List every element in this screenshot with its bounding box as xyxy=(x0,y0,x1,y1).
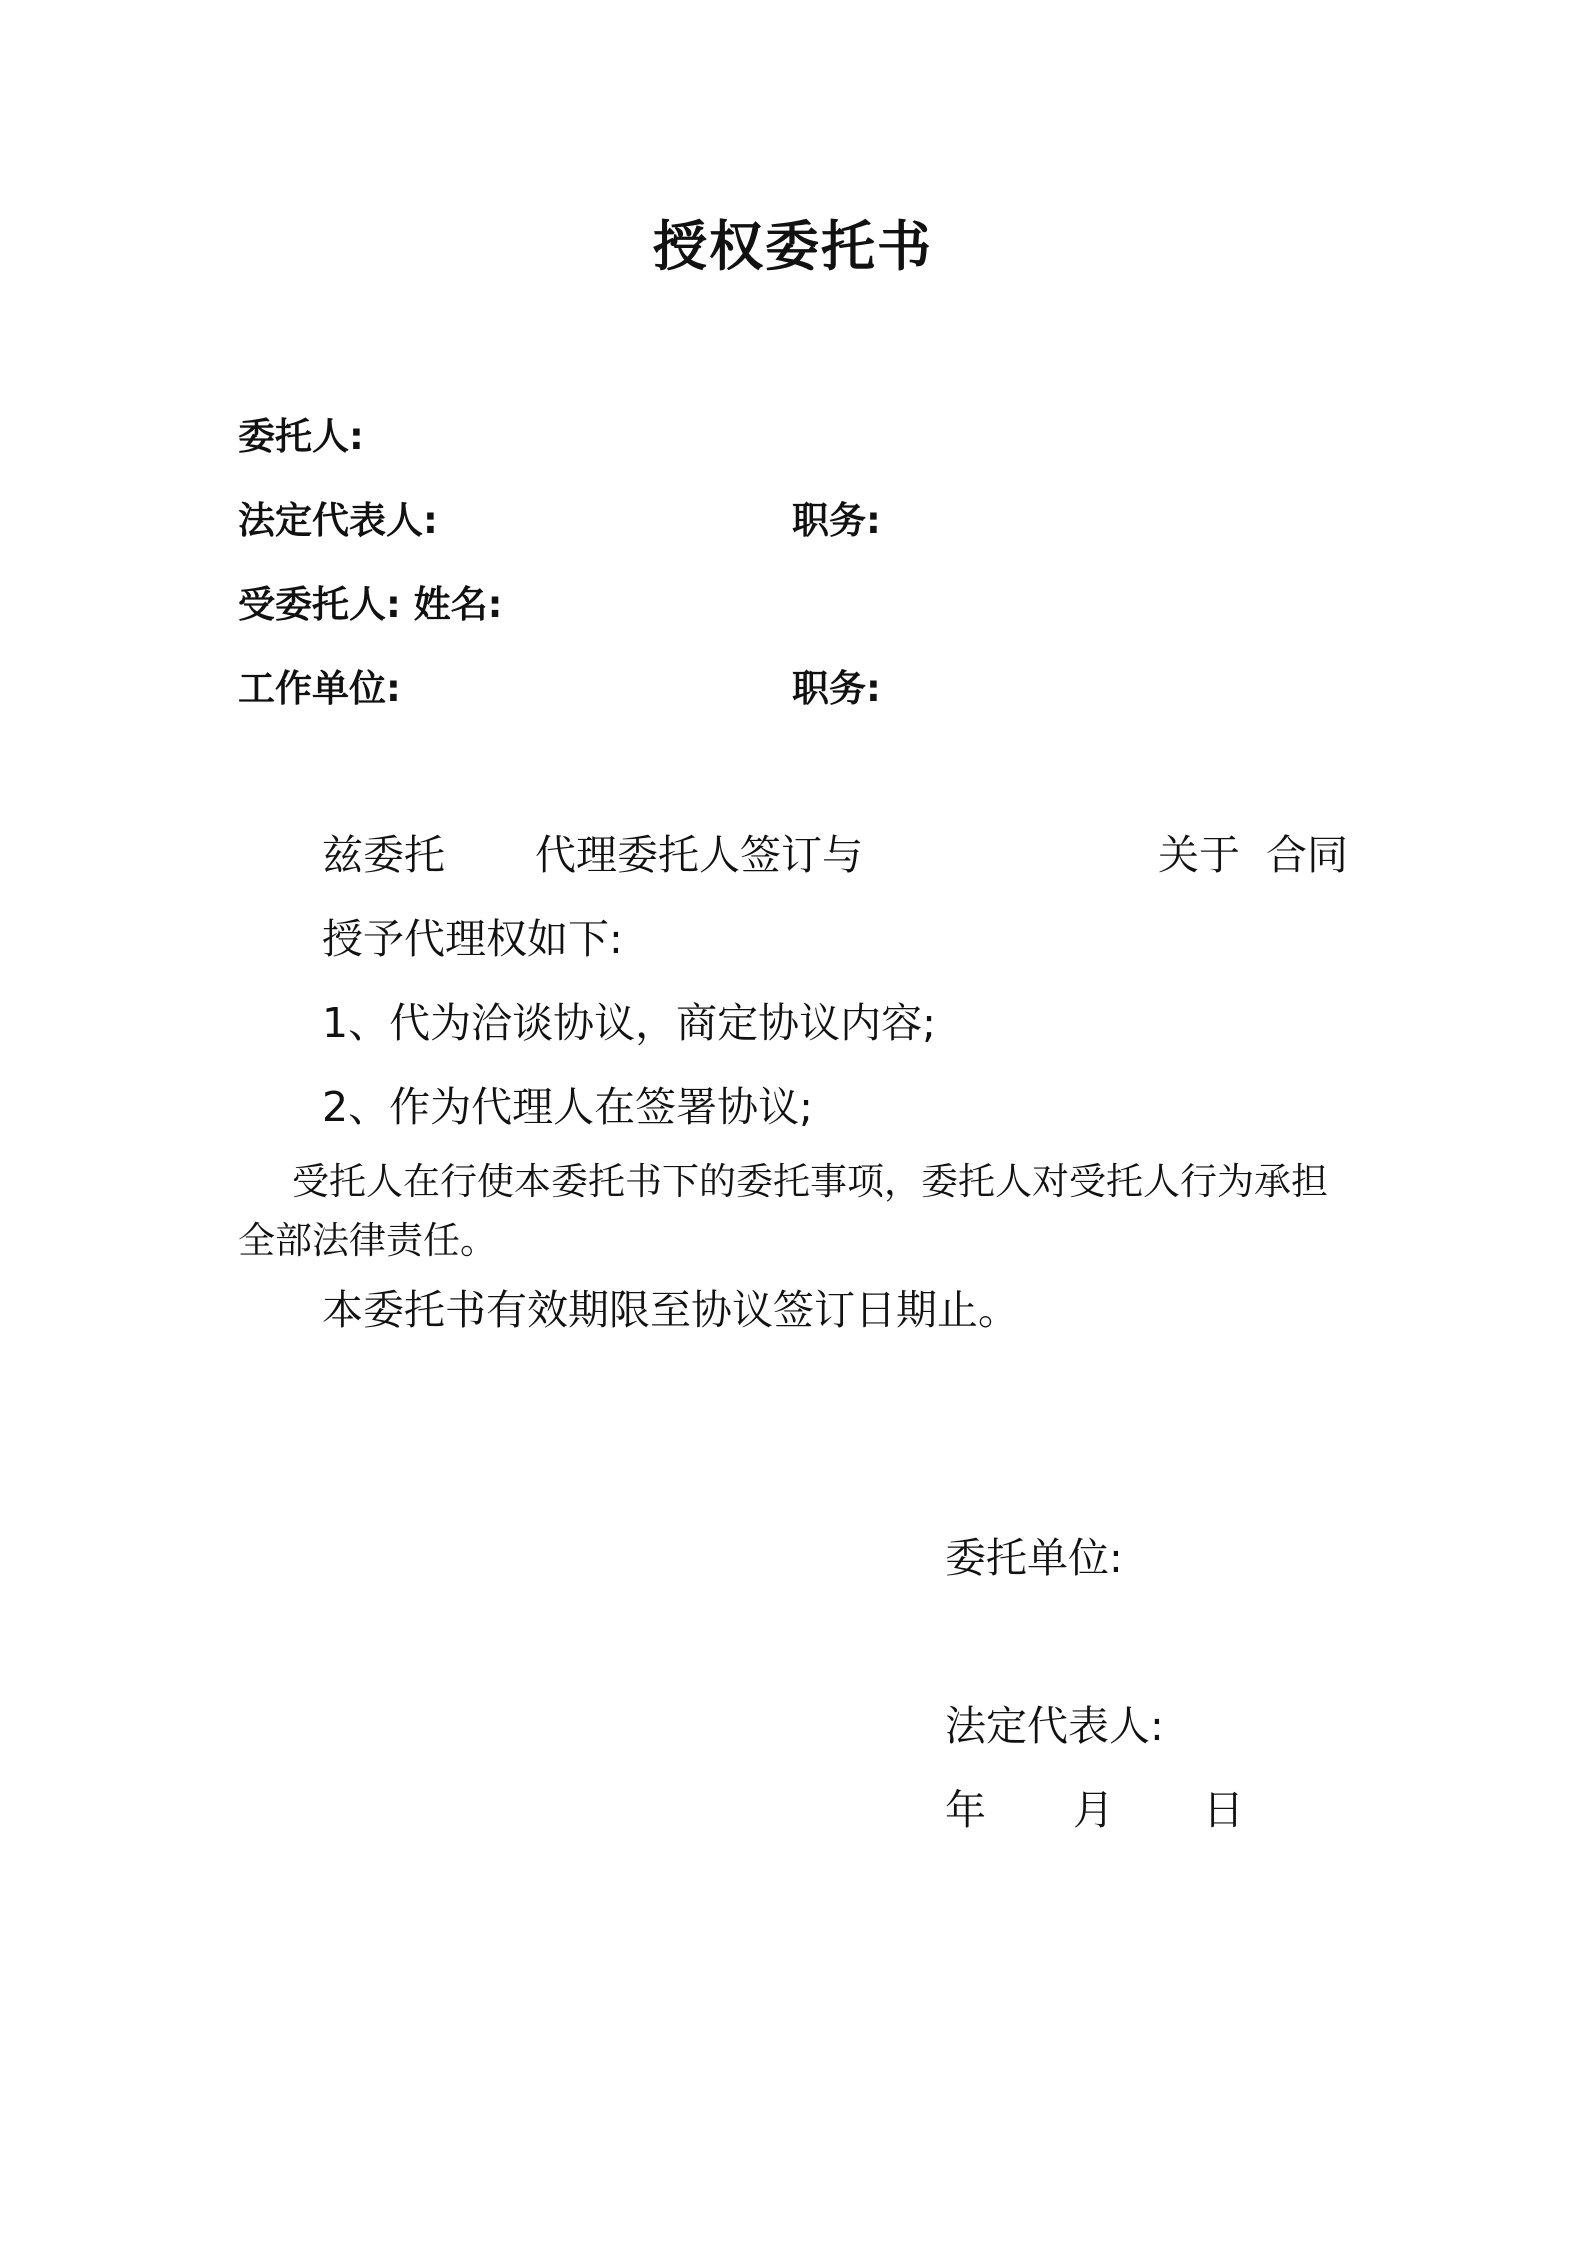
liability-line-1: 受托人在行使本委托书下的委托事项，委托人对受托人行为承担 xyxy=(292,1160,1328,1203)
agent-position-label: 职务: xyxy=(792,667,881,710)
validity-line: 本委托书有效期限至协议签订日期止。 xyxy=(322,1286,1019,1334)
entrust-middle: 代理委托人签订与 xyxy=(535,831,863,879)
date-month: 月 xyxy=(1073,1786,1114,1834)
item-1: 1、代为洽谈协议，商定协议内容; xyxy=(322,999,936,1047)
grant-line: 授予代理权如下: xyxy=(322,915,623,963)
agent-name-label: 受委托人: 姓名: xyxy=(238,583,503,626)
legal-rep-label: 法定代表人: xyxy=(238,499,438,542)
legal-rep-position-label: 职务: xyxy=(792,499,881,542)
entrust-about: 关于 xyxy=(1158,831,1240,879)
work-unit-label: 工作单位: xyxy=(238,667,401,710)
liability-line-2: 全部法律责任。 xyxy=(238,1219,497,1262)
page-title: 授权委托书 xyxy=(653,215,933,278)
entrust-contract: 合同 xyxy=(1266,831,1348,879)
signature-legal-rep-label: 法定代表人: xyxy=(945,1702,1164,1750)
entrust-prefix: 兹委托 xyxy=(322,831,445,879)
date-day: 日 xyxy=(1203,1786,1244,1834)
principal-label: 委托人: xyxy=(238,415,364,458)
item-2: 2、作为代理人在签署协议; xyxy=(322,1083,813,1131)
date-year: 年 xyxy=(945,1786,986,1834)
signature-unit-label: 委托单位: xyxy=(945,1534,1123,1582)
